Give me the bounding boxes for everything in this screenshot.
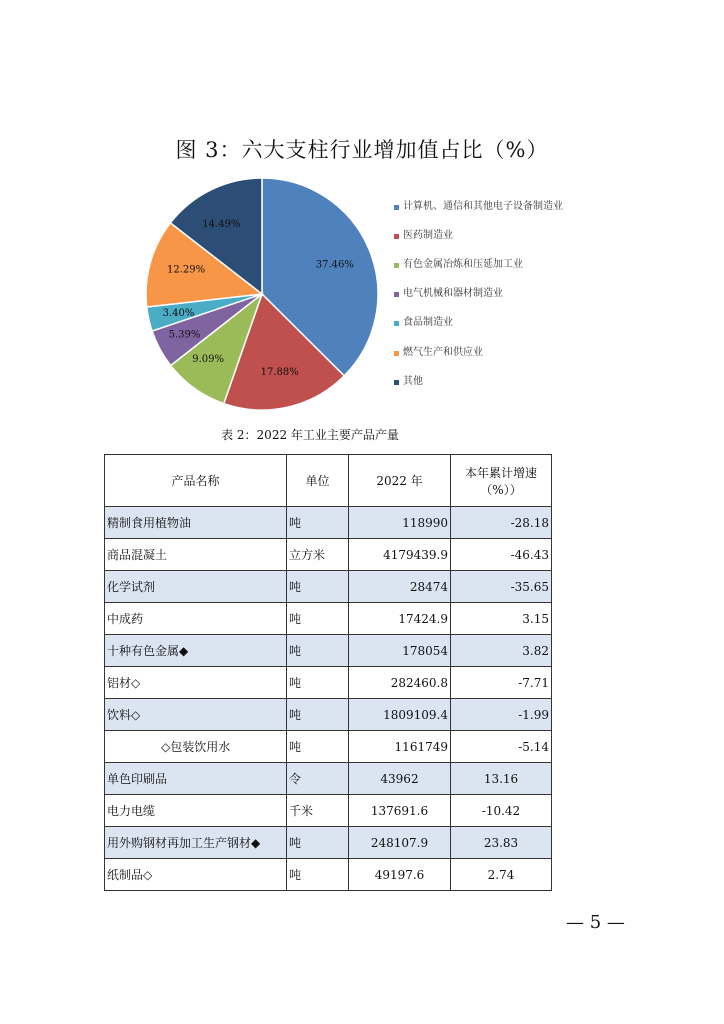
cell-unit: 千米 (287, 795, 349, 827)
header-growth-line1: 本年累计增速 (464, 465, 537, 480)
cell-growth: 3.82 (451, 635, 552, 667)
cell-unit: 吨 (287, 507, 349, 539)
cell-value: 137691.6 (349, 795, 451, 827)
legend-label: 医药制造业 (403, 230, 453, 241)
header-growth-line2: （%）） (480, 482, 522, 497)
cell-unit: 吨 (287, 827, 349, 859)
cell-product-name: 中成药 (105, 603, 287, 635)
cell-product-name: 单色印刷品 (105, 763, 287, 795)
cell-growth: 2.74 (451, 859, 552, 891)
cell-unit: 吨 (287, 603, 349, 635)
cell-unit: 吨 (287, 571, 349, 603)
cell-product-name: 电力电缆 (105, 795, 287, 827)
legend-item (394, 346, 564, 360)
legend-item (394, 229, 564, 243)
cell-value: 118990 (349, 507, 451, 539)
table-row (105, 699, 552, 731)
product-output-table (104, 454, 552, 891)
cell-product-name: 饮料◇ (105, 699, 287, 731)
cell-unit: 立方米 (287, 539, 349, 571)
cell-product-name: 十种有色金属◆ (105, 635, 287, 667)
pie-data-label: 9.09% (192, 354, 224, 366)
legend-item (394, 316, 564, 330)
legend-item (394, 258, 564, 272)
cell-product-name: 化学试剂 (105, 571, 287, 603)
pie-data-label: 3.40% (162, 308, 195, 320)
table-row (105, 731, 552, 763)
cell-product-name: 纸制品◇ (105, 859, 287, 891)
table-row (105, 859, 552, 891)
legend-swatch (394, 351, 399, 356)
table-header-row (105, 455, 552, 507)
legend-swatch (394, 205, 399, 210)
legend-label: 燃气生产和供应业 (403, 347, 483, 358)
cell-value: 17424.9 (349, 603, 451, 635)
cell-growth: 3.15 (451, 603, 552, 635)
pie-data-label: 17.88% (260, 366, 299, 378)
legend-item (394, 375, 564, 389)
chart-title: 图 3：六大支柱行业增加值占比（%） (175, 138, 549, 162)
table-row (105, 571, 552, 603)
cell-unit: 令 (287, 763, 349, 795)
table-row (105, 795, 552, 827)
cell-value: 178054 (349, 635, 451, 667)
legend-item (394, 200, 564, 214)
cell-value: 28474 (349, 571, 451, 603)
legend-swatch (394, 321, 399, 326)
legend-label: 食品制造业 (403, 317, 453, 328)
pie-data-label: 14.49% (202, 219, 241, 231)
header-unit: 单位 (287, 455, 349, 507)
table-row (105, 667, 552, 699)
cell-growth: -10.42 (451, 795, 552, 827)
table-row (105, 603, 552, 635)
pie-data-label: 5.39% (168, 329, 201, 341)
legend-swatch (394, 263, 399, 268)
legend-label: 其他 (403, 376, 423, 387)
cell-growth: -1.99 (451, 699, 552, 731)
cell-growth: -5.14 (451, 731, 552, 763)
cell-unit: 吨 (287, 635, 349, 667)
cell-value: 4179439.9 (349, 539, 451, 571)
legend-item (394, 287, 564, 301)
header-year-value: 2022 年 (349, 455, 451, 507)
cell-unit: 吨 (287, 731, 349, 763)
cell-value: 282460.8 (349, 667, 451, 699)
cell-growth: -46.43 (451, 539, 552, 571)
cell-unit: 吨 (287, 699, 349, 731)
table-row (105, 539, 552, 571)
cell-unit: 吨 (287, 859, 349, 891)
cell-value: 1809109.4 (349, 699, 451, 731)
cell-product-name: 用外购钢材再加工生产钢材◆ (105, 827, 287, 859)
cell-growth: 13.16 (451, 763, 552, 795)
pie-data-label: 12.29% (166, 264, 206, 276)
cell-unit: 吨 (287, 667, 349, 699)
cell-product-name: 铝材◇ (105, 667, 287, 699)
cell-product-name: 商品混凝土 (105, 539, 287, 571)
legend-swatch (394, 380, 399, 385)
cell-value: 49197.6 (349, 859, 451, 891)
table-row (105, 635, 552, 667)
cell-growth: 23.83 (451, 827, 552, 859)
cell-product-name: 精制食用植物油 (105, 507, 287, 539)
legend-swatch (394, 292, 399, 297)
legend-label: 计算机、通信和其他电子设备制造业 (403, 201, 563, 212)
pie-data-label: 37.46% (315, 259, 354, 271)
page-number: — 5 — (566, 912, 625, 933)
table-row (105, 507, 552, 539)
pie-chart (140, 176, 390, 426)
table-row (105, 763, 552, 795)
cell-value: 43962 (349, 763, 451, 795)
legend-label: 有色金属冶炼和压延加工业 (403, 259, 523, 270)
cell-value: 248107.9 (349, 827, 451, 859)
cell-growth: -28.18 (451, 507, 552, 539)
table-row (105, 827, 552, 859)
header-growth (451, 455, 552, 507)
cell-growth: -7.71 (451, 667, 552, 699)
legend-swatch (394, 234, 399, 239)
header-product-name: 产品名称 (105, 455, 287, 507)
legend-label: 电气机械和器材制造业 (403, 288, 503, 299)
cell-product-name: ◇包装饮用水 (105, 731, 287, 763)
cell-growth: -35.65 (451, 571, 552, 603)
cell-value: 1161749 (349, 731, 451, 763)
table-caption: 表 2：2022 年工业主要产品产量 (221, 428, 399, 442)
